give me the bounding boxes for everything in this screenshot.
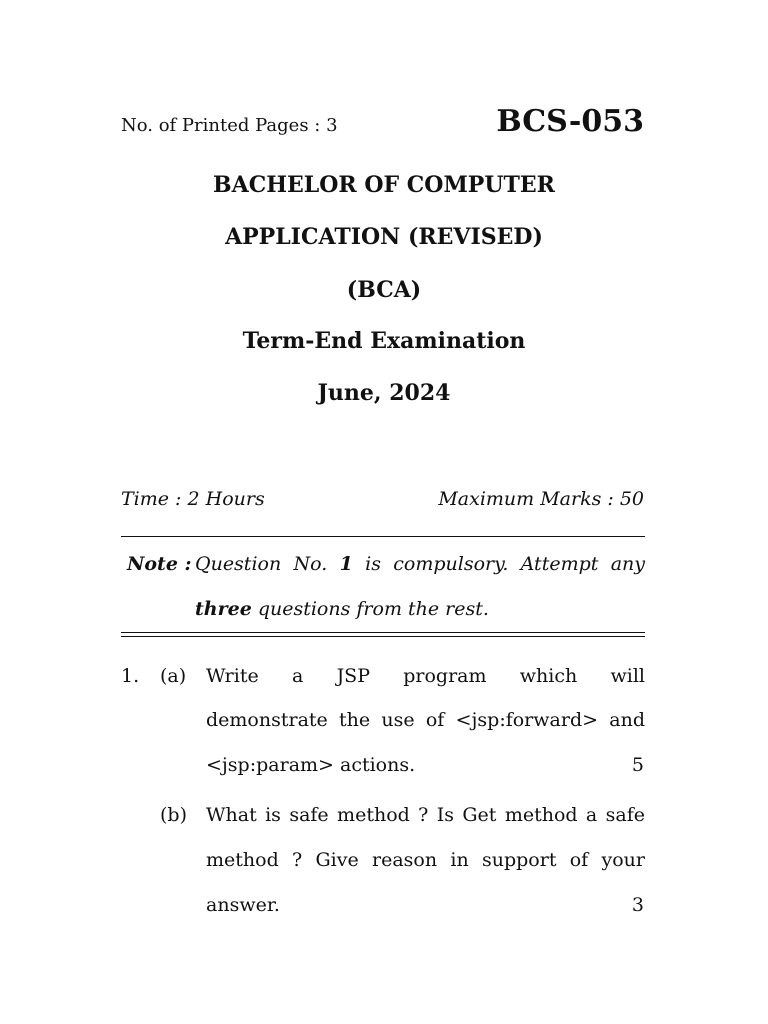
question-1a-line-3: <jsp:param> actions.: [206, 754, 416, 776]
time-allowed: Time : 2 Hours: [121, 488, 265, 510]
title-line-2: APPLICATION (REVISED): [225, 224, 543, 250]
double-divider-rule: [121, 632, 645, 637]
note-line-2-post: questions from the rest.: [251, 598, 489, 620]
question-1b-line-3: answer.: [206, 894, 280, 916]
question-1a-line-2: demonstrate the use of <jsp:forward> and: [206, 709, 645, 731]
question-number: 1.: [121, 665, 140, 687]
exam-date: June, 2024: [317, 380, 451, 406]
question-1b-marks: 3: [631, 894, 644, 916]
note-line-2: [195, 598, 645, 620]
maximum-marks: Maximum Marks : 50: [438, 488, 644, 510]
note-line-1-bold: 1: [339, 553, 353, 575]
title-line-3: (BCA): [346, 277, 422, 303]
course-code: BCS-053: [496, 104, 644, 139]
question-1b-line-2: method ? Give reason in support of your: [206, 849, 645, 871]
title-line-1: BACHELOR OF COMPUTER: [213, 172, 555, 198]
question-1a-marks: 5: [631, 754, 644, 776]
note-line-1: [195, 553, 645, 575]
exam-type: Term-End Examination: [242, 328, 526, 354]
divider-rule: [121, 536, 645, 537]
note-line-1-pre: Question No.: [195, 553, 340, 575]
note-label: Note :: [127, 553, 192, 575]
question-part-label-a: (a): [160, 665, 187, 687]
question-1a-line-1: Write a JSP program which will: [206, 665, 645, 687]
note-line-2-bold: three: [195, 598, 252, 620]
printed-pages-label: No. of Printed Pages : 3: [121, 115, 338, 136]
note-line-1-post: is compulsory. Attempt any: [352, 553, 645, 575]
question-part-label-b: (b): [160, 804, 187, 826]
question-1b-line-1: What is safe method ? Is Get method a safe: [206, 804, 645, 826]
